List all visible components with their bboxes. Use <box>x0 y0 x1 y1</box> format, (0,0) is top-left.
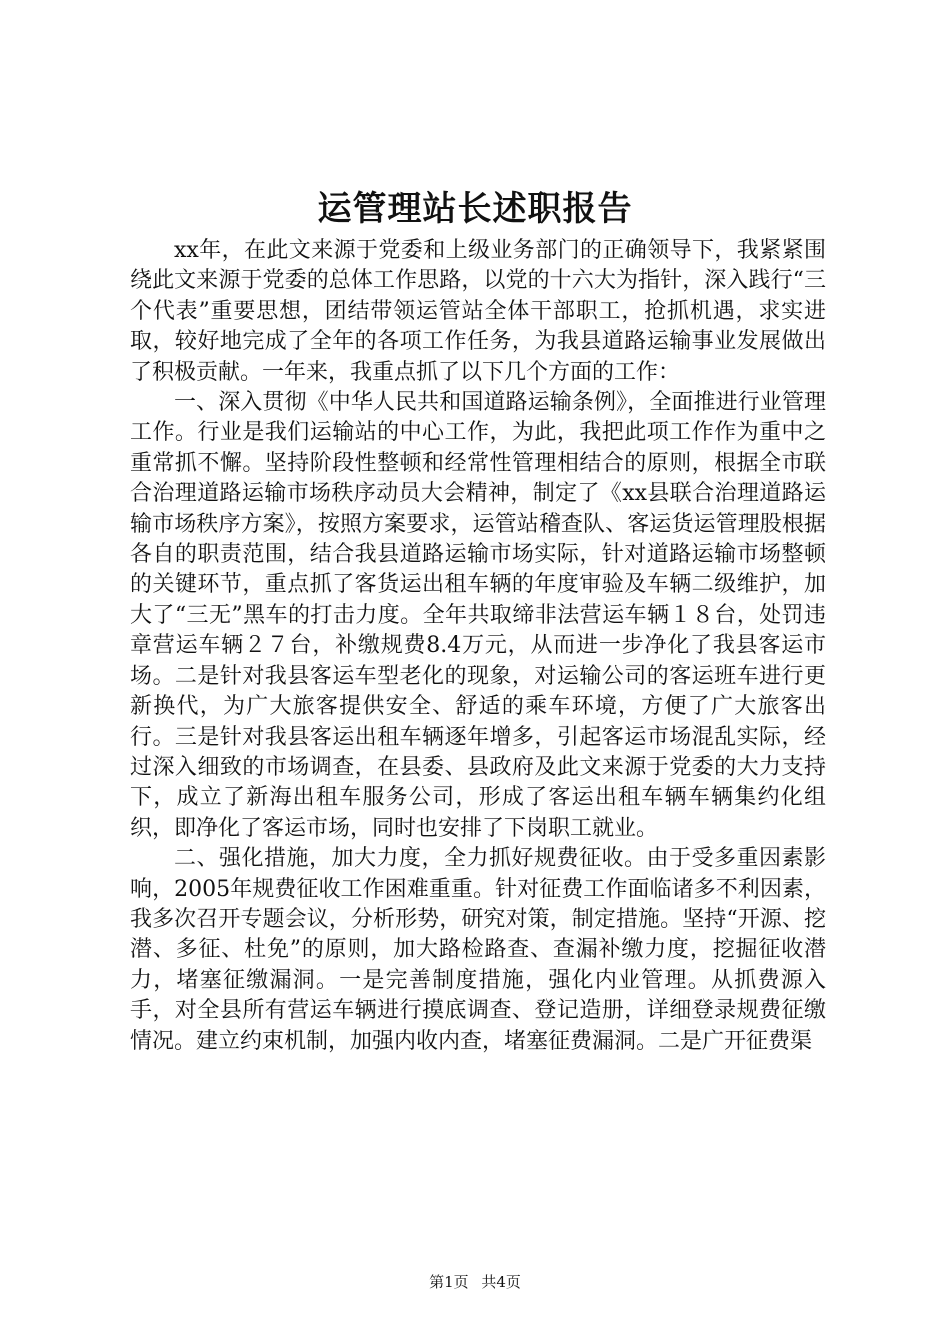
page-total: 共4页 <box>481 1273 521 1291</box>
paragraph-section-1: 一、深入贯彻《中华人民共和国道路运输条例》，全面推进行业管理工作。行业是我们运输站的中心工作，为此，我把此项工作作为重中之重常抓不懈。坚持阶段性整顿和经常性管理相结合的原则，根据全市联合治理道路运输市场秩序动员大会精神，制定了《xx县联合治理道路运输市场秩序方案》，按照方案要求，运管站稽查队、客运货运管理股根据各自的职责范围，结合我县道路运输市场实际，针对道路运输市场整顿的关键环节，重点抓了客货运出租车辆的年度审验及车辆二级维护，加大了“三无”黑车的打击力度。全年共取缔非法营运车辆１８台，处罚违章营运车辆２７台，补缴规费8.4万元，从而进一步净化了我县客运市场。二是针对我县客运车型老化的现象，对运输公司的客运班车进行更新换代，为广大旅客提供安全、舒适的乘车环境，方便了广大旅客出行。三是针对我县客运出租车辆逐年增多，引起客运市场混乱实际，经过深入细致的市场调查，在县委、县政府及此文来源于党委的大力支持下，成立了新海出租车服务公司，形成了客运出租车辆车辆集约化组织，即净化了客运市场，同时也安排了下岗职工就业。 <box>130 390 826 841</box>
document-title: 运管理站长述职报告 <box>317 189 633 229</box>
paragraph-intro: xx年，在此文来源于党委和上级业务部门的正确领导下，我紧紧围绕此文来源于党委的总体工作思路，以党的十六大为指针，深入践行“三个代表”重要思想，团结带领运管站全体干部职工，抢抓机遇，求实进取，较好地完成了全年的各项工作任务，为我县道路运输事业发展做出了积极贡献。一年来，我重点抓了以下几个方面的工作： <box>130 238 826 385</box>
page-footer <box>0 1272 950 1292</box>
paragraph-section-2: 二、强化措施，加大力度，全力抓好规费征收。由于受多重因素影响，2005年规费征收工作困难重重。针对征费工作面临诸多不利因素，我多次召开专题会议，分析形势，研究对策，制定措施。坚持“开源、挖潜、多征、杜免”的原则，加大路检路查、查漏补缴力度，挖掘征收潜力，堵塞征缴漏洞。一是完善制度措施，强化内业管理。从抓费源入手，对全县所有营运车辆进行摸底调查、登记造册，详细登录规费征缴情况。建立约束机制，加强内收内查，堵塞征费漏洞。二是广开征费渠 <box>130 846 826 1054</box>
page-number: 第1页 <box>429 1273 469 1291</box>
document-body <box>130 236 826 1057</box>
